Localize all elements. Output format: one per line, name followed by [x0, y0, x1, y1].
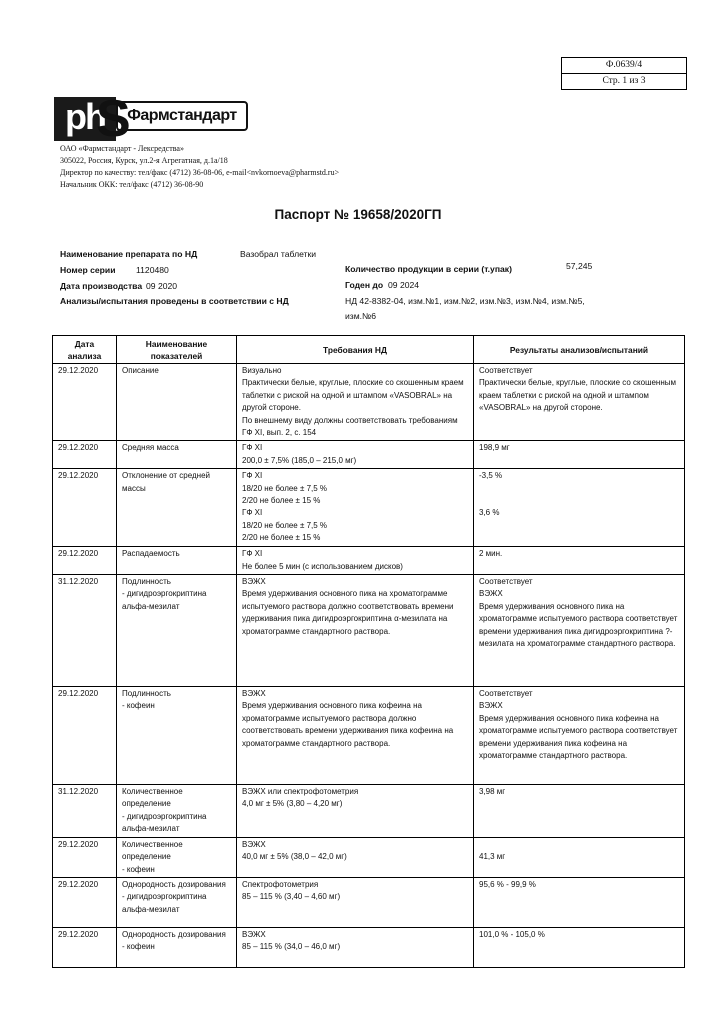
- cell-result: 41,3 мг: [474, 837, 685, 877]
- cell-indicator: Количественное определение - дигидроэргокриптина альфа-мезилат: [117, 785, 237, 838]
- header-indicator: Наименование показателей: [117, 336, 237, 364]
- cell-result: Соответствует Практически белые, круглые, плоские со скошенным краем таблетки с риской на одной и штампом «VASOBRAL» на другой стороне.: [474, 364, 685, 441]
- table-row: [53, 575, 685, 687]
- cell-requirements: Спектрофотометрия 85 – 115 % (3,40 – 4,60 мг): [237, 877, 474, 927]
- header-date: Дата анализа: [53, 336, 117, 364]
- company-address: 305022, Россия, Курск, ул.2-я Агрегатная, д.1а/18: [60, 156, 228, 165]
- cell-date: 29.12.2020: [53, 441, 117, 469]
- cell-requirements: Визуально Практически белые, круглые, плоские со скошенным краем таблетки с риской на одной и штампом «VASOBRAL» на другой стороне. По внешнему виду должны соответствовать требованиям ГФ XI, вып. 2, с. 154: [237, 364, 474, 441]
- nd-value-line2: изм.№6: [345, 311, 377, 321]
- cell-requirements: ГФ XI Не более 5 мин (с использованием дисков): [237, 547, 474, 575]
- cell-result: -3,5 % 3,6 %: [474, 469, 685, 547]
- cell-requirements: ВЭЖХ 85 – 115 % (34,0 – 46,0 мг): [237, 927, 474, 967]
- cell-indicator: Распадаемость: [117, 547, 237, 575]
- cell-result: Соответствует ВЭЖХ Время удерживания основного пика на хроматограмме испытуемого раствора соответствует времени удерживания пика дигидроэргокриптина ?-мезилата на хроматограмме стандартного раствора.: [474, 575, 685, 687]
- cell-result: 198,9 мг: [474, 441, 685, 469]
- cell-date: 31.12.2020: [53, 785, 117, 838]
- expiry-label: Годен до: [345, 280, 384, 290]
- cell-indicator: Описание: [117, 364, 237, 441]
- cell-date: 31.12.2020: [53, 575, 117, 687]
- table-row: [53, 785, 685, 838]
- page-indicator: Стр. 1 из 3: [562, 73, 686, 89]
- analysis-results-table: [52, 335, 685, 968]
- cell-indicator: Подлинность - кофеин: [117, 687, 237, 785]
- quality-director-contact: Директор по качеству: тел/факс (4712) 36-08-06, e-mail<nvkornoeva@pharmstd.ru>: [60, 168, 340, 177]
- cell-indicator: Количественное определение - кофеин: [117, 837, 237, 877]
- quantity-value: 57,245: [566, 261, 593, 271]
- cell-date: 29.12.2020: [53, 837, 117, 877]
- product-name-value: Вазобрал таблетки: [240, 249, 317, 259]
- cell-result: 95,6 % - 99,9 %: [474, 877, 685, 927]
- production-date-label: Дата производства: [60, 281, 143, 291]
- cell-result: 3,98 мг: [474, 785, 685, 838]
- cell-result: 101,0 % - 105,0 %: [474, 927, 685, 967]
- document-title: Паспорт № 19658/2020ГП: [274, 207, 442, 222]
- table-row: [53, 837, 685, 877]
- cell-requirements: ВЭЖХ Время удерживания основного пика кофеина на хроматограмме испытуемого раствора должно соответствовать времени удерживания пика кофеина на хроматограмме стандартного раствора.: [237, 687, 474, 785]
- cell-date: 29.12.2020: [53, 469, 117, 547]
- cell-result: 2 мин.: [474, 547, 685, 575]
- cell-date: 29.12.2020: [53, 877, 117, 927]
- cell-requirements: ВЭЖХ Время удерживания основного пика на хроматограмме испытуемого раствора должно соответствовать времени удерживания пика дигидроэргокриптина α-мезилата на хроматограмме стандартного раствора.: [237, 575, 474, 687]
- cell-requirements: ГФ XI 18/20 не более ± 7,5 % 2/20 не более ± 15 % ГФ XI 18/20 не более ± 7,5 % 2/20 не более ± 15 %: [237, 469, 474, 547]
- production-date-value: 09 2020: [146, 281, 178, 291]
- cell-result: Соответствует ВЭЖХ Время удерживания основного пика кофеина на хроматограмме испытуемого раствора соответствует времени удерживания пика кофеина на хроматограмме стандартного раствора.: [474, 687, 685, 785]
- header-results: Результаты анализов/испытаний: [474, 336, 685, 364]
- cell-indicator: Отклонение от средней массы: [117, 469, 237, 547]
- table-row: [53, 364, 685, 441]
- table-row: [53, 441, 685, 469]
- cell-indicator: Средняя масса: [117, 441, 237, 469]
- expiry-value: 09 2024: [388, 280, 420, 290]
- company-logo-mark: ph: [54, 97, 116, 141]
- cell-indicator: Подлинность - дигидроэргокриптина альфа-мезилат: [117, 575, 237, 687]
- table-header-row: [53, 336, 685, 364]
- table-row: [53, 877, 685, 927]
- qc-head-contact: Начальник ОКК: тел/факс (4712) 36-08-90: [60, 180, 204, 189]
- series-label: Номер серии: [60, 265, 116, 275]
- product-name-label: Наименование препарата по НД: [60, 249, 198, 259]
- series-value: 1120480: [136, 265, 169, 275]
- company-logo-name: Фармстандарт: [116, 101, 248, 131]
- table-row: [53, 687, 685, 785]
- table-row: [53, 927, 685, 967]
- cell-date: 29.12.2020: [53, 547, 117, 575]
- cell-date: 29.12.2020: [53, 927, 117, 967]
- quantity-label: Количество продукции в серии (т.упак): [345, 264, 512, 274]
- cell-indicator: Однородность дозирования - дигидроэргокриптина альфа-мезилат: [117, 877, 237, 927]
- table-row: [53, 547, 685, 575]
- table-row: [53, 469, 685, 547]
- form-code: Ф.0639/4: [605, 60, 643, 70]
- header-requirements: Требования НД: [237, 336, 474, 364]
- cell-requirements: ГФ XI 200,0 ± 7,5% (185,0 – 215,0 мг): [237, 441, 474, 469]
- cell-indicator: Однородность дозирования - кофеин: [117, 927, 237, 967]
- nd-label: Анализы/испытания проведены в соответствии с НД: [60, 296, 289, 306]
- company-name: ОАО «Фармстандарт - Лексредства»: [60, 144, 184, 153]
- cell-requirements: ВЭЖХ или спектрофотометрия 4,0 мг ± 5% (3,80 – 4,20 мг): [237, 785, 474, 838]
- nd-value-line1: НД 42-8382-04, изм.№1, изм.№2, изм.№3, изм.№4, изм.№5,: [345, 296, 585, 306]
- cell-requirements: ВЭЖХ 40,0 мг ± 5% (38,0 – 42,0 мг): [237, 837, 474, 877]
- company-logo-s: S: [96, 90, 131, 148]
- cell-date: 29.12.2020: [53, 687, 117, 785]
- cell-date: 29.12.2020: [53, 364, 117, 441]
- form-number-box: [561, 57, 687, 90]
